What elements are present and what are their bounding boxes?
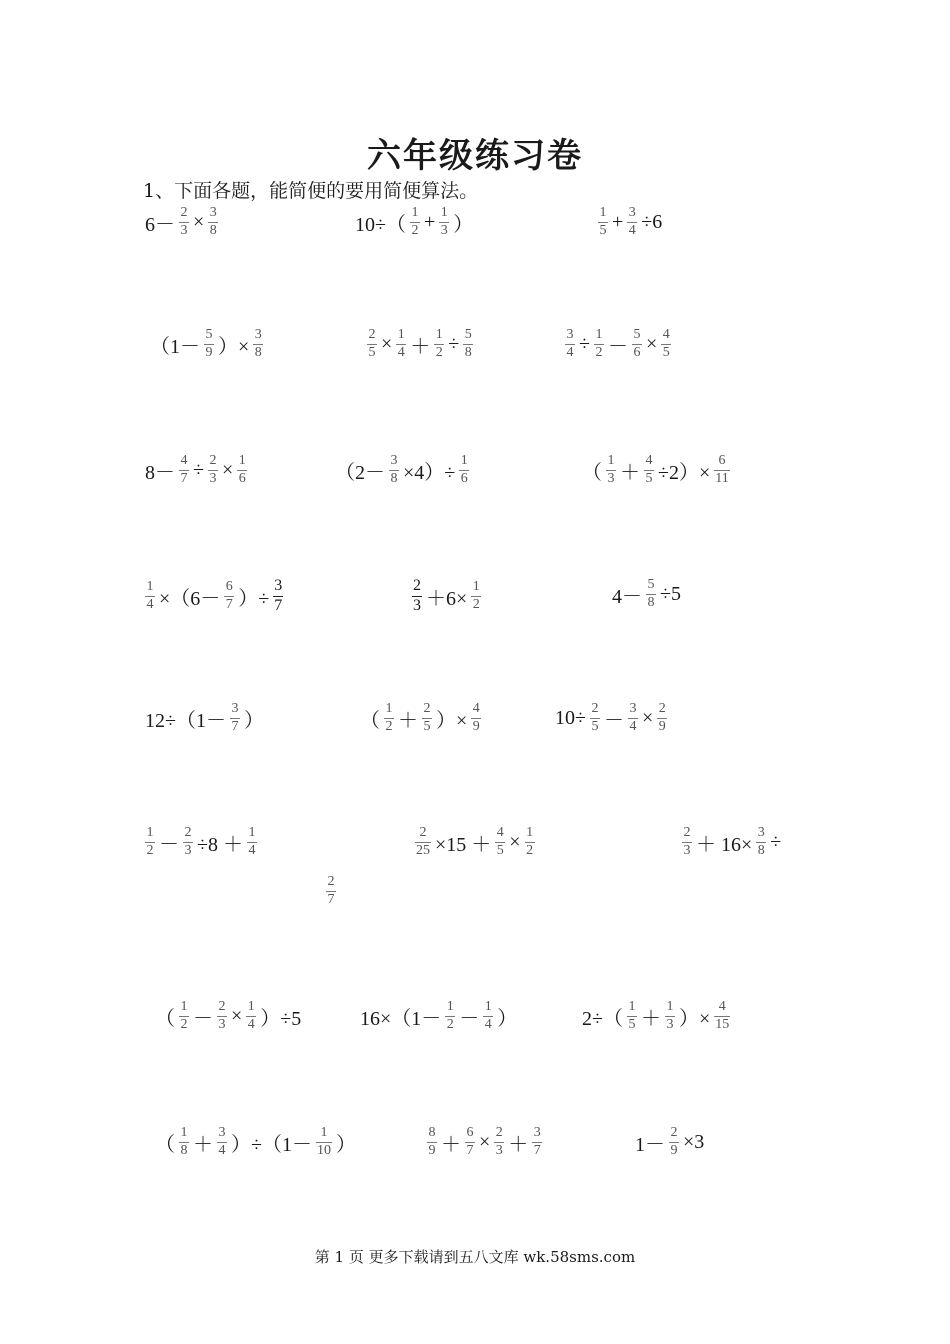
expression-text: 16×（1－ xyxy=(360,1007,442,1030)
fraction-denominator: 5 xyxy=(599,222,607,238)
fraction-denominator: 3 xyxy=(218,1016,226,1032)
fraction-numerator: 1 xyxy=(440,205,448,220)
expression-text: + xyxy=(612,210,624,233)
fraction-numerator: 1 xyxy=(460,453,468,468)
fraction-numerator: 4 xyxy=(662,327,670,342)
fraction xyxy=(661,328,671,360)
fraction-numerator: 2 xyxy=(368,327,376,342)
fraction-numerator: 8 xyxy=(428,1125,436,1140)
fraction-numerator: 2 xyxy=(591,701,599,716)
fraction xyxy=(714,1000,730,1032)
problem-7-2 xyxy=(358,1000,519,1032)
fraction-numerator: 2 xyxy=(209,453,217,468)
fraction-denominator: 4 xyxy=(218,1142,226,1158)
fraction-numerator: 1 xyxy=(607,453,615,468)
expression-text: × xyxy=(381,332,393,355)
fraction-denominator: 5 xyxy=(628,1016,636,1032)
fraction xyxy=(756,826,766,858)
fraction xyxy=(224,580,234,612)
fraction xyxy=(183,826,193,858)
fraction-numerator: 3 xyxy=(274,577,283,594)
fraction-denominator: 9 xyxy=(472,718,480,734)
problem-3-2 xyxy=(333,454,471,486)
fraction-denominator: 8 xyxy=(254,344,262,360)
fraction-denominator: 4 xyxy=(629,718,637,734)
fraction-denominator: 8 xyxy=(390,470,398,486)
fraction-numerator: 1 xyxy=(180,999,188,1014)
expression-text: 12÷（1－ xyxy=(145,709,226,732)
fraction-denominator: 5 xyxy=(662,344,670,360)
fraction-denominator: 3 xyxy=(607,470,615,486)
expression-text: ）÷（1－ xyxy=(231,1133,312,1156)
fraction xyxy=(483,1000,493,1032)
fraction-denominator: 2 xyxy=(385,718,393,734)
problem-3-1 xyxy=(143,454,249,486)
problem-6-3 xyxy=(680,826,783,858)
expression-text: 2÷（ xyxy=(582,1007,623,1030)
fraction xyxy=(179,1000,189,1032)
fraction-numerator: 5 xyxy=(633,327,641,342)
fraction-denominator: 3 xyxy=(184,842,192,858)
fraction-numerator: 1 xyxy=(397,327,405,342)
expression-text: 8－ xyxy=(145,461,175,484)
expression-text: ＋6× xyxy=(426,587,468,610)
fraction-denominator: 9 xyxy=(205,344,213,360)
expression-text: 10÷（ xyxy=(355,213,406,236)
fraction xyxy=(389,454,399,486)
fraction-numerator: 2 xyxy=(218,999,226,1014)
fraction xyxy=(145,580,155,612)
expression-text: ＋ xyxy=(193,1133,213,1156)
fraction xyxy=(494,1126,504,1158)
fraction-denominator: 5 xyxy=(591,718,599,734)
fraction xyxy=(714,454,729,486)
expression-text: 10÷ xyxy=(555,706,586,729)
expression-text: ） xyxy=(497,1007,518,1030)
fraction xyxy=(246,1000,256,1032)
fraction-denominator: 5 xyxy=(423,718,431,734)
problem-2-3 xyxy=(563,328,673,360)
problem-8-1 xyxy=(153,1126,358,1158)
fraction-denominator: 2 xyxy=(595,344,603,360)
fraction-denominator: 4 xyxy=(628,222,636,238)
expression-text: ＋ xyxy=(620,461,640,484)
fraction-numerator: 1 xyxy=(666,999,674,1014)
expression-text: ＋ xyxy=(640,1007,661,1030)
expression-text: ÷2）× xyxy=(658,461,711,484)
fraction xyxy=(471,702,481,734)
fraction-numerator: 3 xyxy=(209,205,217,220)
problem-3-3 xyxy=(580,454,732,486)
fraction-denominator: 2 xyxy=(446,1016,454,1032)
fraction-numerator: 2 xyxy=(683,825,691,840)
fraction xyxy=(427,1126,437,1158)
expression-text: （1－ xyxy=(150,335,200,358)
fraction-numerator: 5 xyxy=(647,577,655,592)
problem-1-3 xyxy=(596,206,664,238)
fraction xyxy=(669,1126,679,1158)
fraction xyxy=(606,454,616,486)
expression-text: 6－ xyxy=(145,213,175,236)
fraction-numerator: 1 xyxy=(146,825,154,840)
fraction-denominator: 9 xyxy=(428,1142,436,1158)
fraction-numerator: 2 xyxy=(495,1125,503,1140)
fraction xyxy=(657,702,667,734)
fraction xyxy=(590,702,600,734)
expression-text: － xyxy=(603,709,624,732)
expression-text: ） xyxy=(453,213,474,236)
expression-text: ＋ xyxy=(441,1133,461,1156)
expression-text: ÷ xyxy=(770,830,782,853)
fraction-denominator: 3 xyxy=(666,1016,674,1032)
fraction xyxy=(316,1126,332,1158)
fraction-denominator: 8 xyxy=(180,1142,188,1158)
fraction-numerator: 4 xyxy=(472,701,480,716)
fraction-denominator: 3 xyxy=(440,222,448,238)
fraction xyxy=(208,206,218,238)
expression-text: ×4）÷ xyxy=(403,461,456,484)
fraction xyxy=(415,826,431,858)
fraction-numerator: 1 xyxy=(484,999,492,1014)
fraction-numerator: 1 xyxy=(385,701,393,716)
fraction xyxy=(598,206,608,238)
expression-text: ） xyxy=(243,709,264,732)
fraction-numerator: 5 xyxy=(464,327,472,342)
fraction xyxy=(204,328,214,360)
fraction xyxy=(646,578,656,610)
fraction-denominator: 4 xyxy=(146,596,154,612)
expression-text: × xyxy=(641,706,654,729)
fraction-denominator: 10 xyxy=(316,1142,331,1158)
fraction-denominator: 7 xyxy=(533,1142,541,1158)
fraction xyxy=(565,328,575,360)
fraction-numerator: 1 xyxy=(180,1125,188,1140)
fraction-numerator: 3 xyxy=(231,701,239,716)
fraction-numerator: 3 xyxy=(533,1125,541,1140)
fraction-denominator: 2 xyxy=(526,842,534,858)
expression-text: 1－ xyxy=(635,1133,665,1156)
problem-7-3 xyxy=(580,1000,732,1032)
fraction-denominator: 9 xyxy=(670,1142,678,1158)
fraction-denominator: 9 xyxy=(658,718,666,734)
expression-text: + xyxy=(423,210,436,233)
fraction-numerator: 3 xyxy=(566,327,574,342)
fraction-numerator: 1 xyxy=(435,327,443,342)
problem-5-2 xyxy=(358,702,483,734)
fraction-denominator: 7 xyxy=(225,596,233,612)
fraction-numerator: 1 xyxy=(320,1125,328,1140)
fraction-denominator: 3 xyxy=(495,1142,503,1158)
fraction xyxy=(495,826,505,858)
problem-8-2 xyxy=(425,1126,544,1158)
fraction-denominator: 5 xyxy=(496,842,504,858)
fraction-numerator: 2 xyxy=(419,825,427,840)
problem-6-1 xyxy=(143,826,259,858)
expression-text: － xyxy=(193,1007,213,1030)
fraction-numerator: 4 xyxy=(496,825,504,840)
fraction xyxy=(410,206,420,238)
fraction-denominator: 3 xyxy=(180,222,188,238)
fraction xyxy=(412,578,422,615)
fraction-denominator: 4 xyxy=(248,842,256,858)
fraction-denominator: 7 xyxy=(231,718,239,734)
fraction-numerator: 3 xyxy=(390,453,398,468)
fraction-denominator: 8 xyxy=(464,344,472,360)
fraction xyxy=(459,454,469,486)
fraction-denominator: 7 xyxy=(274,596,283,614)
fraction xyxy=(253,328,263,360)
fraction-denominator: 3 xyxy=(209,470,217,486)
expression-text: × xyxy=(193,210,205,233)
fraction-numerator: 2 xyxy=(180,205,188,220)
fraction xyxy=(326,875,336,907)
problem-1-1 xyxy=(143,206,220,238)
problem-7-1 xyxy=(153,1000,303,1032)
fraction xyxy=(644,454,654,486)
fraction-numerator: 2 xyxy=(327,874,335,889)
expression-text: （ xyxy=(155,1007,175,1030)
fraction xyxy=(627,1000,637,1032)
fraction-denominator: 15 xyxy=(715,1016,730,1032)
fraction xyxy=(445,1000,455,1032)
fraction-numerator: 3 xyxy=(757,825,765,840)
fraction-numerator: 1 xyxy=(247,999,255,1014)
fraction-numerator: 3 xyxy=(628,205,636,220)
fraction xyxy=(422,702,432,734)
fraction-denominator: 7 xyxy=(466,1142,474,1158)
problem-4-3 xyxy=(610,578,683,610)
fraction-numerator: 5 xyxy=(205,327,213,342)
fraction xyxy=(463,328,473,360)
problem-6-1-continuation xyxy=(324,875,338,907)
expression-text: × xyxy=(645,332,658,355)
fraction xyxy=(230,702,240,734)
fraction xyxy=(273,578,283,615)
fraction-denominator: 2 xyxy=(180,1016,188,1032)
expression-text: ）× xyxy=(678,1007,711,1030)
fraction xyxy=(179,1126,189,1158)
fraction-numerator: 1 xyxy=(526,825,534,840)
fraction xyxy=(396,328,406,360)
fraction-denominator: 2 xyxy=(411,222,419,238)
fraction xyxy=(384,702,394,734)
fraction-numerator: 3 xyxy=(218,1125,226,1140)
fraction-numerator: 1 xyxy=(146,579,154,595)
fraction-numerator: 3 xyxy=(254,327,262,342)
fraction xyxy=(179,454,189,486)
fraction-numerator: 2 xyxy=(423,701,431,716)
page-footer: 第 1 页 更多下载请到五八文库 wk.58sms.com xyxy=(314,1248,636,1266)
fraction-denominator: 5 xyxy=(645,470,653,486)
fraction xyxy=(208,454,218,486)
fraction-numerator: 4 xyxy=(645,453,653,468)
expression-text: ）× xyxy=(218,335,250,358)
problem-5-1 xyxy=(143,702,266,734)
expression-text: （ xyxy=(360,709,380,732)
fraction xyxy=(532,1126,542,1158)
problem-2-1 xyxy=(148,328,265,360)
expression-text: 4－ xyxy=(612,585,642,608)
expression-text: ＋ 16× xyxy=(696,833,753,856)
expression-text: × xyxy=(231,1004,243,1027)
expression-text: （ xyxy=(155,1133,175,1156)
fraction xyxy=(471,580,481,612)
expression-text: ×3 xyxy=(683,1130,705,1153)
expression-text: － xyxy=(159,833,179,856)
expression-text: ÷5 xyxy=(660,582,681,605)
expression-text: ÷6 xyxy=(641,210,663,233)
fraction-denominator: 7 xyxy=(327,891,335,907)
fraction xyxy=(439,206,449,238)
fraction-numerator: 1 xyxy=(628,999,636,1014)
fraction-denominator: 8 xyxy=(757,842,765,858)
expression-text: （2－ xyxy=(335,461,385,484)
expression-text: ÷8 ＋ xyxy=(197,833,243,856)
expression-text: ） xyxy=(335,1133,356,1156)
expression-text: － xyxy=(459,1007,480,1030)
fraction-denominator: 8 xyxy=(209,222,217,238)
fraction-numerator: 2 xyxy=(184,825,192,840)
page-title: 六年级练习卷 xyxy=(367,136,583,176)
fraction-denominator: 6 xyxy=(460,470,468,486)
fraction-numerator: 6 xyxy=(225,579,233,595)
fraction-denominator: 2 xyxy=(435,344,443,360)
fraction-denominator: 5 xyxy=(368,344,376,360)
expression-text: × xyxy=(509,830,521,853)
fraction-denominator: 25 xyxy=(416,842,430,858)
fraction-numerator: 1 xyxy=(472,579,480,595)
fraction xyxy=(594,328,604,360)
expression-text: ＋ xyxy=(410,335,431,358)
problem-1-2 xyxy=(353,206,475,238)
fraction xyxy=(682,826,692,858)
problem-5-3 xyxy=(553,702,669,734)
problem-2-2 xyxy=(365,328,475,360)
fraction-numerator: 2 xyxy=(658,701,666,716)
fraction xyxy=(525,826,535,858)
fraction-numerator: 1 xyxy=(238,453,246,468)
expression-text: ＋ xyxy=(508,1133,529,1156)
fraction-denominator: 6 xyxy=(633,344,641,360)
fraction-numerator: 1 xyxy=(599,205,607,220)
fraction xyxy=(632,328,642,360)
fraction-denominator: 4 xyxy=(247,1016,255,1032)
fraction xyxy=(145,826,155,858)
fraction-numerator: 1 xyxy=(595,327,603,342)
expression-text: ）× xyxy=(436,709,468,732)
expression-text: × xyxy=(221,458,234,481)
fraction xyxy=(434,328,444,360)
fraction-numerator: 4 xyxy=(180,453,188,468)
expression-text: （ xyxy=(582,461,602,484)
fraction-denominator: 11 xyxy=(715,470,729,486)
fraction xyxy=(217,1000,227,1032)
fraction-denominator: 2 xyxy=(146,842,154,858)
fraction-numerator: 3 xyxy=(629,701,637,716)
expression-text: ×（6－ xyxy=(159,587,221,610)
instruction-text: 1、下面各题，能简便的要用简便算法。 xyxy=(143,180,479,202)
expression-text: ÷ xyxy=(448,332,460,355)
fraction-numerator: 4 xyxy=(718,999,726,1014)
fraction-denominator: 8 xyxy=(647,594,655,610)
fraction xyxy=(627,206,637,238)
fraction-denominator: 7 xyxy=(180,470,188,486)
fraction xyxy=(628,702,638,734)
fraction-numerator: 1 xyxy=(411,205,419,220)
expression-text: ÷ xyxy=(579,332,590,355)
fraction-numerator: 6 xyxy=(718,453,726,468)
fraction xyxy=(665,1000,675,1032)
fraction xyxy=(465,1126,475,1158)
fraction-denominator: 2 xyxy=(472,596,480,612)
fraction-denominator: 4 xyxy=(397,344,405,360)
fraction-denominator: 6 xyxy=(238,470,246,486)
fraction-numerator: 6 xyxy=(466,1125,474,1140)
problem-4-1 xyxy=(143,578,285,615)
expression-text: － xyxy=(607,335,628,358)
fraction xyxy=(179,206,189,238)
fraction xyxy=(237,454,247,486)
expression-text: ÷ xyxy=(193,458,204,481)
problem-6-2 xyxy=(413,826,537,858)
fraction-denominator: 3 xyxy=(413,596,421,614)
expression-text: ×15 ＋ xyxy=(435,833,492,856)
expression-text: ＋ xyxy=(398,709,418,732)
fraction-numerator: 1 xyxy=(446,999,454,1014)
fraction-denominator: 4 xyxy=(566,344,574,360)
expression-text: ）÷ xyxy=(238,587,270,610)
fraction xyxy=(217,1126,227,1158)
expression-text: ）÷5 xyxy=(260,1007,302,1030)
fraction-denominator: 4 xyxy=(484,1016,492,1032)
fraction xyxy=(247,826,257,858)
problem-4-2 xyxy=(410,578,483,615)
fraction-denominator: 3 xyxy=(683,842,691,858)
fraction-numerator: 1 xyxy=(248,825,256,840)
expression-text: × xyxy=(479,1130,491,1153)
problem-8-3 xyxy=(633,1126,706,1158)
fraction-numerator: 2 xyxy=(413,577,421,594)
fraction xyxy=(367,328,377,360)
fraction-numerator: 2 xyxy=(670,1125,678,1140)
